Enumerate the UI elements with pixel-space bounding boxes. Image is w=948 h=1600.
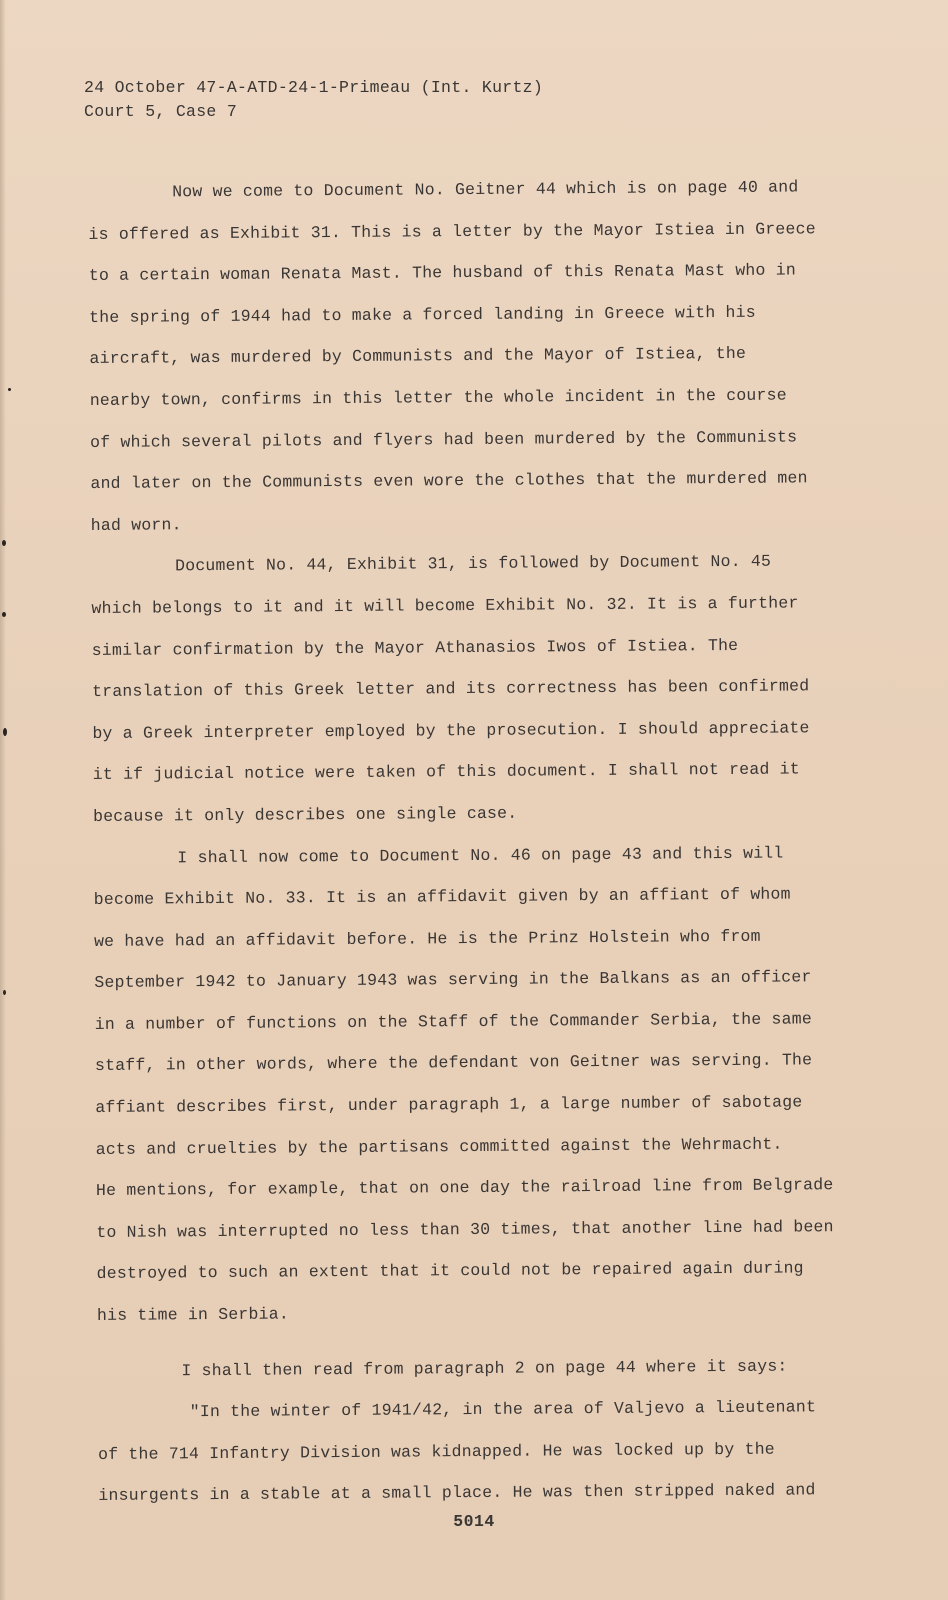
page-number: 5014 — [453, 1512, 495, 1531]
text-line: September 1942 to January 1943 was serving in the Balkans as an officer — [94, 967, 812, 993]
text-line: it if judicial notice were taken of this document. I shall not read it — [92, 759, 800, 785]
text-line: of the 714 Infantry Division was kidnapped. He was locked up by the — [97, 1439, 775, 1464]
text-line: his time in Serbia. — [96, 1304, 289, 1325]
document-body — [88, 166, 869, 1517]
text-line: I shall now come to Document No. 46 on page 43 and this will — [177, 843, 784, 867]
header-line-court-case: Court 5, Case 7 — [84, 102, 238, 121]
text-line: by a Greek interpreter employed by the prosecution. I should appreciate — [92, 718, 810, 743]
paragraph-exhibit-32 — [91, 540, 863, 837]
text-line: similar confirmation by the Mayor Athanasios Iwos of Istiea. The — [91, 635, 739, 660]
text-line: translation of this Greek letter and its correctness has been confirmed — [92, 676, 810, 702]
header-line-date-reference: 24 October 47-A-ATD-24-1-Primeau (Int. Kurtz) — [84, 78, 544, 97]
text-line: He mentions, for example, that on one day the railroad line from Belgrade — [95, 1175, 834, 1201]
text-line: staff, in other words, where the defendant von Geitner was serving. The — [94, 1050, 813, 1076]
text-line: nearby town, confirms in this letter the whole incident in the course — [89, 385, 787, 410]
document-header — [84, 76, 543, 124]
text-line: destroyed to such an extent that it could not be repaired again during — [96, 1258, 804, 1284]
paragraph-exhibit-33 — [93, 831, 867, 1336]
text-line: because it only describes one single case. — [92, 803, 518, 826]
page-edge-shadow — [0, 0, 6, 1600]
paper-speck — [3, 728, 7, 736]
paper-speck — [2, 540, 6, 546]
text-line: insurgents in a stable at a small place. He was then stripped naked and — [98, 1480, 816, 1506]
text-line: Now we come to Document No. Geitner 44 which is on page 40 and — [172, 177, 799, 202]
text-line: "In the winter of 1941/42, in the area of Valjevo a lieutenant — [189, 1397, 817, 1422]
text-line: which belongs to it and it will become Exhibit No. 32. It is a further — [91, 593, 799, 618]
text-line: aircraft, was murdered by Communists and the Mayor of Istiea, the — [89, 344, 747, 369]
text-line: become Exhibit No. 33. It is an affidavit given by an affiant of whom — [93, 884, 791, 910]
paragraph-read-intro — [97, 1345, 867, 1393]
paragraph-exhibit-31 — [88, 166, 861, 546]
paper-speck — [3, 990, 6, 995]
text-line: and later on the Communists even wore the clothes that the murdered men — [90, 468, 808, 494]
text-line: of which several pilots and flyers had been murdered by the Communists — [90, 427, 798, 452]
text-line: to Nish was interrupted no less than 30 times, that another line had been — [96, 1217, 834, 1242]
text-line: we have had an affidavit before. He is the Prinz Holstein who from — [93, 926, 761, 951]
text-line: had worn. — [90, 515, 182, 535]
text-line: acts and cruelties by the partisans committed against the Wehrmacht. — [95, 1134, 783, 1159]
text-line: is offered as Exhibit 31. This is a letter by the Mayor Istiea in Greece — [88, 218, 816, 244]
text-line: Document No. 44, Exhibit 31, is followed by Document No. 45 — [175, 551, 772, 576]
text-line: in a number of functions on the Staff of the Commander Serbia, the same — [94, 1009, 812, 1034]
paper-speck — [2, 612, 6, 617]
text-line: I shall then read from paragraph 2 on page 44 where it says: — [181, 1356, 788, 1380]
text-line: to a certain woman Renata Mast. The husband of this Renata Mast who in — [88, 260, 796, 286]
paper-speck — [8, 388, 11, 391]
text-line: the spring of 1944 had to make a forced landing in Greece with his — [89, 302, 756, 327]
paragraph-quotation — [98, 1386, 869, 1517]
text-line: affiant describes first, under paragraph 1, a large number of sabotage — [95, 1092, 803, 1118]
